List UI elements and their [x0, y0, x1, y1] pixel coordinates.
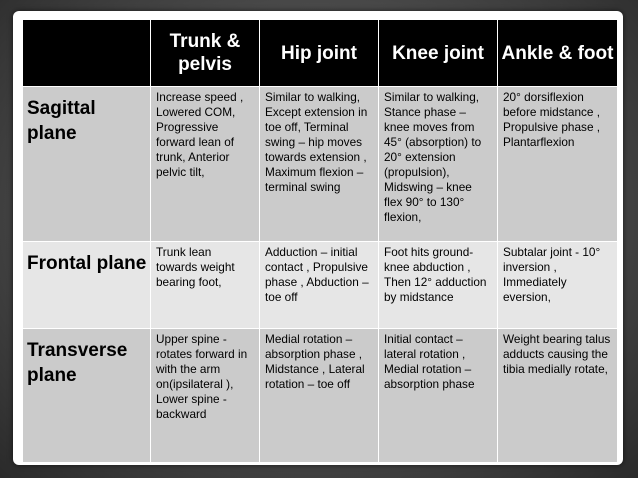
cell-sagittal-ankle: 20° dorsiflexion before midstance , Propulsive phase , Plantarflexion [498, 87, 618, 242]
header-corner [23, 20, 151, 87]
header-hip-joint: Hip joint [260, 20, 379, 87]
cell-sagittal-trunk: Increase speed , Lowered COM, Progressive forward lean of trunk, Anterior pelvic tilt, [151, 87, 260, 242]
row-label-transverse: Transverse plane [23, 329, 151, 463]
cell-transverse-trunk: Upper spine - rotates forward in with the arm on(ipsilateral ), Lower spine - backward [151, 329, 260, 463]
cell-sagittal-knee: Similar to walking, Stance phase – knee moves from 45° (absorption) to 20° extension (propulsion), Midswing – knee flex 90° to 130° flexion, [379, 87, 498, 242]
cell-transverse-knee: Initial contact – lateral rotation , Medial rotation – absorption phase [379, 329, 498, 463]
cell-transverse-ankle: Weight bearing talus adducts causing the tibia medially rotate, [498, 329, 618, 463]
cell-frontal-hip: Adduction – initial contact , Propulsive phase , Abduction – toe off [260, 242, 379, 329]
table-row-transverse [23, 329, 618, 463]
row-label-frontal: Frontal plane [23, 242, 151, 329]
header-row [23, 20, 618, 87]
row-label-sagittal: Sagittal plane [23, 87, 151, 242]
slide [13, 11, 623, 465]
gait-planes-table [22, 19, 618, 463]
cell-sagittal-hip: Similar to walking, Except extension in toe off, Terminal swing – hip moves towards extension , Maximum flexion – terminal swing [260, 87, 379, 242]
cell-transverse-hip: Medial rotation – absorption phase , Midstance , Lateral rotation – toe off [260, 329, 379, 463]
table-row-frontal [23, 242, 618, 329]
cell-frontal-ankle: Subtalar joint - 10° inversion , Immediately eversion, [498, 242, 618, 329]
header-trunk-pelvis: Trunk & pelvis [151, 20, 260, 87]
header-knee-joint: Knee joint [379, 20, 498, 87]
header-ankle-foot: Ankle & foot [498, 20, 618, 87]
cell-frontal-knee: Foot hits ground- knee abduction , Then 12° adduction by midstance [379, 242, 498, 329]
cell-frontal-trunk: Trunk lean towards weight bearing foot, [151, 242, 260, 329]
table-row-sagittal [23, 87, 618, 242]
